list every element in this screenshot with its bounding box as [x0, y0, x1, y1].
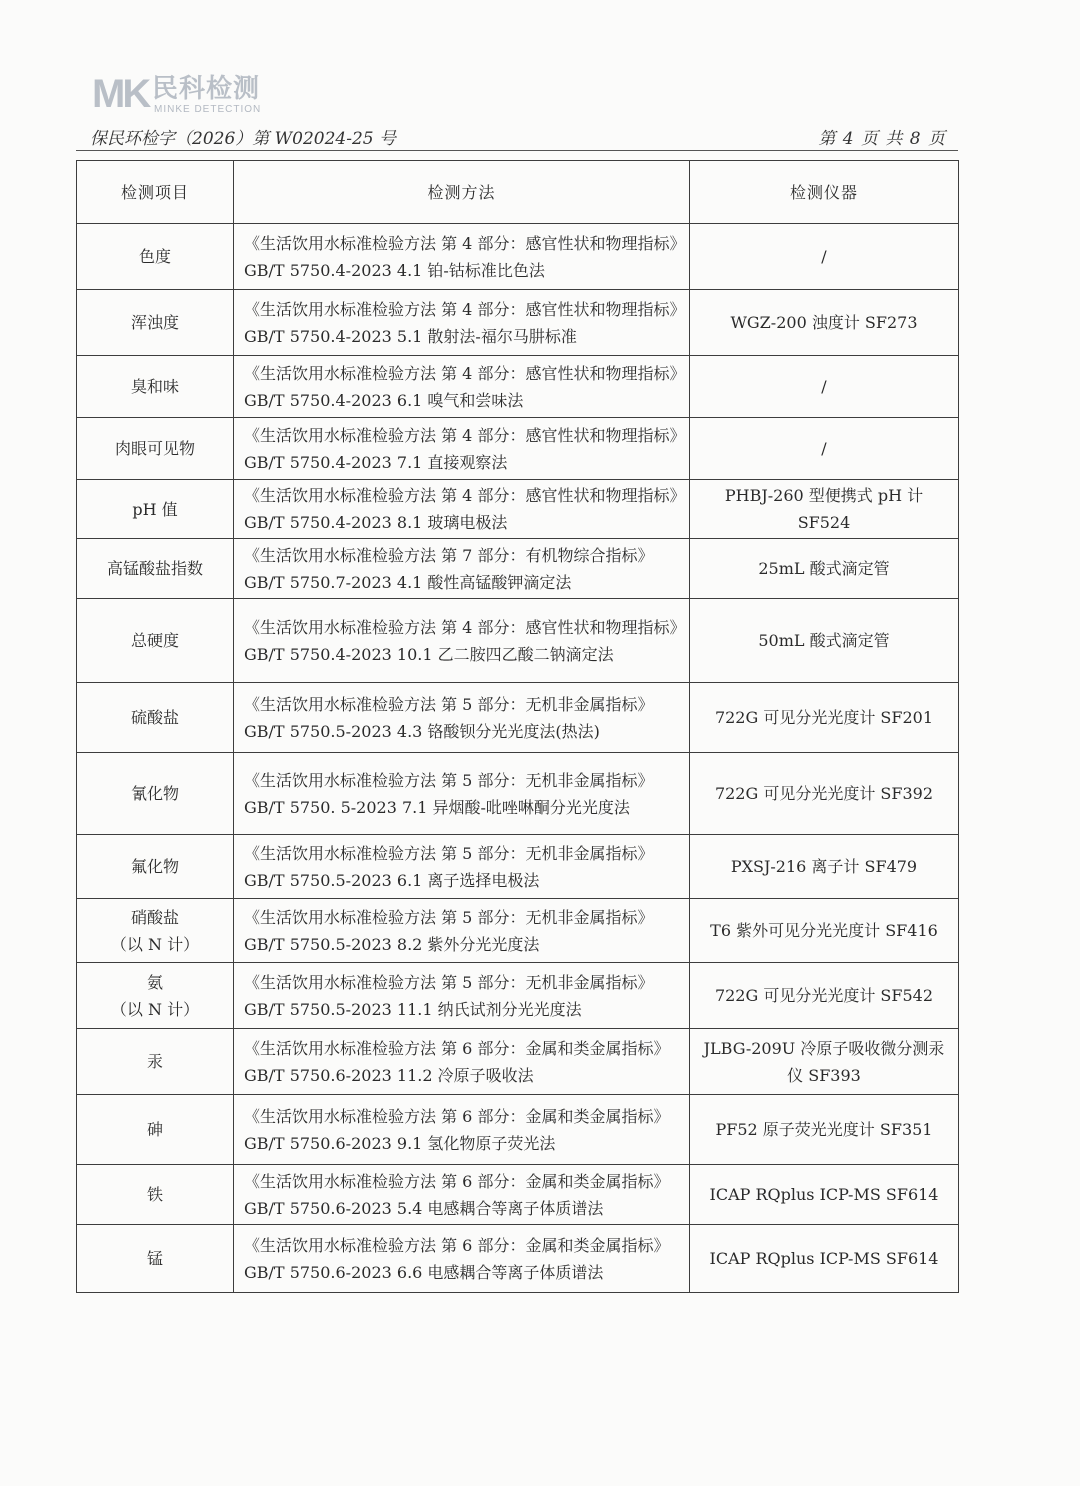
table-row	[77, 356, 959, 418]
test-item-cell	[77, 418, 234, 480]
table-row	[77, 599, 959, 683]
test-item-cell	[77, 1165, 234, 1225]
table-row	[77, 539, 959, 599]
test-item-name: pH 值	[132, 499, 178, 519]
instrument-cell: 50mL 酸式滴定管	[690, 599, 959, 683]
table-body	[77, 224, 959, 1293]
instrument-cell: 722G 可见分光光度计 SF201	[690, 683, 959, 753]
instrument-cell: /	[690, 418, 959, 480]
test-item-note: （以 N 计）	[110, 999, 200, 1019]
test-item-name: 铁	[146, 1185, 163, 1204]
instrument-cell: ICAP RQplus ICP-MS SF614	[690, 1165, 959, 1225]
test-method-cell: 《生活饮用水标准检验方法 第 6 部分：金属和类金属指标》GB/T 5750.6-2023 11.2 冷原子吸收法	[234, 1029, 690, 1095]
test-method-cell: 《生活饮用水标准检验方法 第 4 部分：感官性状和物理指标》GB/T 5750.4-2023 7.1 直接观察法	[234, 418, 690, 480]
test-item-cell	[77, 1095, 234, 1165]
test-method-cell: 《生活饮用水标准检验方法 第 5 部分：无机非金属指标》GB/T 5750.5-2023 6.1 离子选择电极法	[234, 835, 690, 899]
company-logo	[92, 74, 292, 118]
instrument-cell: T6 紫外可见分光光度计 SF416	[690, 899, 959, 963]
instrument-cell: 25mL 酸式滴定管	[690, 539, 959, 599]
table-row	[77, 418, 959, 480]
test-item-cell	[77, 290, 234, 356]
test-method-cell: 《生活饮用水标准检验方法 第 4 部分：感官性状和物理指标》GB/T 5750.4-2023 4.1 铂-钴标准比色法	[234, 224, 690, 290]
test-item-cell	[77, 224, 234, 290]
table-row	[77, 753, 959, 835]
table-row	[77, 899, 959, 963]
test-item-name: 砷	[146, 1120, 163, 1139]
logo-name-en: MINKE DETECTION	[154, 104, 262, 115]
test-method-cell: 《生活饮用水标准检验方法 第 5 部分：无机非金属指标》GB/T 5750.5-2023 4.3 铬酸钡分光光度法(热法)	[234, 683, 690, 753]
instrument-cell: ICAP RQplus ICP-MS SF614	[690, 1225, 959, 1293]
test-item-name: 氟化物	[130, 857, 179, 876]
column-header-instrument: 检测仪器	[690, 161, 959, 224]
test-item-name: 肉眼可见物	[114, 439, 195, 458]
table-row	[77, 963, 959, 1029]
test-item-name: 锰	[146, 1249, 163, 1268]
test-item-cell	[77, 356, 234, 418]
page-info: 第 4 页 共 8 页	[818, 129, 946, 149]
table-row	[77, 835, 959, 899]
test-item-name: 色度	[138, 247, 171, 266]
test-item-cell	[77, 539, 234, 599]
test-item-cell	[77, 1029, 234, 1095]
column-header-item: 检测项目	[77, 161, 234, 224]
instrument-cell: 722G 可见分光光度计 SF392	[690, 753, 959, 835]
test-methods-table	[76, 160, 959, 1293]
test-item-cell	[77, 963, 234, 1029]
test-method-cell: 《生活饮用水标准检验方法 第 6 部分：金属和类金属指标》GB/T 5750.6-2023 9.1 氢化物原子荧光法	[234, 1095, 690, 1165]
table-row	[77, 1029, 959, 1095]
test-method-cell: 《生活饮用水标准检验方法 第 6 部分：金属和类金属指标》GB/T 5750.6-2023 6.6 电感耦合等离子体质谱法	[234, 1225, 690, 1293]
instrument-cell: WGZ-200 浊度计 SF273	[690, 290, 959, 356]
instrument-cell: PHBJ-260 型便携式 pH 计 SF524	[690, 480, 959, 539]
test-item-cell	[77, 1225, 234, 1293]
logo-mark: MK	[92, 72, 149, 116]
test-item-cell	[77, 599, 234, 683]
test-item-name: 氰化物	[130, 784, 179, 803]
test-method-cell: 《生活饮用水标准检验方法 第 4 部分：感官性状和物理指标》GB/T 5750.4-2023 10.1 乙二胺四乙酸二钠滴定法	[234, 599, 690, 683]
test-item-name: 汞	[146, 1052, 163, 1071]
test-item-name: 浑浊度	[130, 313, 179, 332]
test-method-cell: 《生活饮用水标准检验方法 第 4 部分：感官性状和物理指标》GB/T 5750.4-2023 6.1 嗅气和尝味法	[234, 356, 690, 418]
table-row	[77, 290, 959, 356]
instrument-cell: 722G 可见分光光度计 SF542	[690, 963, 959, 1029]
test-item-name: 硝酸盐	[130, 907, 179, 927]
test-item-name: 总硬度	[130, 631, 179, 650]
test-item-cell	[77, 480, 234, 539]
test-item-cell	[77, 683, 234, 753]
test-item-name: 硫酸盐	[130, 708, 179, 727]
test-method-cell: 《生活饮用水标准检验方法 第 5 部分：无机非金属指标》GB/T 5750.5-2023 11.1 纳氏试剂分光光度法	[234, 963, 690, 1029]
table-row	[77, 1225, 959, 1293]
column-header-method: 检测方法	[234, 161, 690, 224]
instrument-cell: PF52 原子荧光光度计 SF351	[690, 1095, 959, 1165]
logo-name-cn: 民科检测	[152, 74, 261, 104]
table-row	[77, 1165, 959, 1225]
instrument-cell: PXSJ-216 离子计 SF479	[690, 835, 959, 899]
report-number: 保民环检字（2026）第 W02024-25 号	[90, 129, 396, 149]
test-method-cell: 《生活饮用水标准检验方法 第 4 部分：感官性状和物理指标》GB/T 5750.4-2023 8.1 玻璃电极法	[234, 480, 690, 539]
table-row	[77, 480, 959, 539]
instrument-cell: JLBG-209U 冷原子吸收微分测汞仪 SF393	[690, 1029, 959, 1095]
table-header-row	[77, 161, 959, 224]
test-item-cell	[77, 835, 234, 899]
header-rule	[76, 150, 958, 151]
table-row	[77, 224, 959, 290]
test-method-cell: 《生活饮用水标准检验方法 第 5 部分：无机非金属指标》 GB/T 5750. 5-2023 7.1 异烟酸-吡唑啉酮分光光度法	[234, 753, 690, 835]
test-item-cell	[77, 753, 234, 835]
test-method-cell: 《生活饮用水标准检验方法 第 7 部分：有机物综合指标》GB/T 5750.7-2023 4.1 酸性高锰酸钾滴定法	[234, 539, 690, 599]
test-item-name: 氨	[146, 972, 163, 992]
table-row	[77, 1095, 959, 1165]
test-item-name: 高锰酸盐指数	[106, 559, 203, 578]
instrument-cell: /	[690, 356, 959, 418]
test-item-cell	[77, 899, 234, 963]
test-method-cell: 《生活饮用水标准检验方法 第 6 部分：金属和类金属指标》GB/T 5750.6-2023 5.4 电感耦合等离子体质谱法	[234, 1165, 690, 1225]
test-method-cell: 《生活饮用水标准检验方法 第 4 部分：感官性状和物理指标》GB/T 5750.4-2023 5.1 散射法-福尔马肼标准	[234, 290, 690, 356]
instrument-cell: /	[690, 224, 959, 290]
test-item-note: （以 N 计）	[110, 934, 200, 954]
test-method-cell: 《生活饮用水标准检验方法 第 5 部分：无机非金属指标》GB/T 5750.5-2023 8.2 紫外分光光度法	[234, 899, 690, 963]
table-row	[77, 683, 959, 753]
test-item-name: 臭和味	[130, 377, 179, 396]
